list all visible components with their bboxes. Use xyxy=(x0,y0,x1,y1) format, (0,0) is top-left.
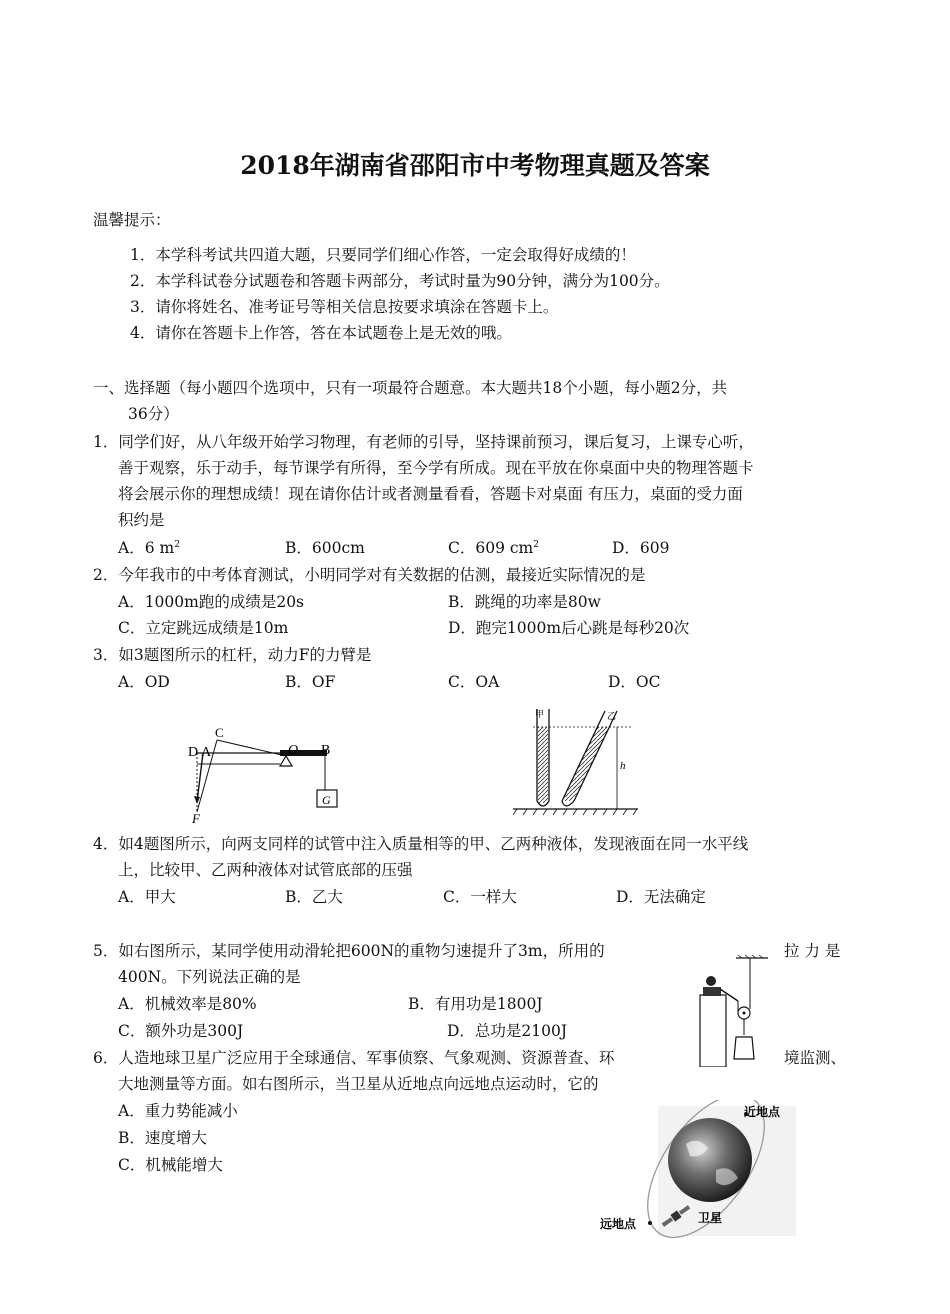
tip-1: 1．本学科考试共四道大题，只要同学们细心作答，一定会取得好成绩的！ xyxy=(130,246,636,264)
far-point-dot xyxy=(648,1221,652,1225)
q2-option-a: A．1000m跑的成绩是20s xyxy=(118,593,305,611)
q4-stem-line1: 4．如4题图所示，向两支同样的试管中注入质量相等的甲、乙两种液体，发现液面在同一水平线 xyxy=(93,835,749,853)
page-title: 2018年湖南省邵阳市中考物理真题及答案 xyxy=(240,151,710,180)
q5-option-b: B．有用功是1800J xyxy=(408,995,543,1013)
q5-stem-line1-end: 拉 力 是 xyxy=(784,942,841,960)
q5-stem-line1: 5．如右图所示，某同学使用动滑轮把600N的重物匀速提升了3m，所用的 xyxy=(93,942,605,960)
ground-hatch xyxy=(513,809,637,815)
tip-4: 4．请你在答题卡上作答，答在本试题卷上是无效的哦。 xyxy=(130,324,512,342)
label-g: G xyxy=(322,793,331,807)
q1-stem-line4: 积约是 xyxy=(118,511,165,529)
tip-3: 3．请你将姓名、准考证号等相关信息按要求填涂在答题卡上。 xyxy=(130,298,559,316)
label-b: B xyxy=(321,743,331,758)
label-o: O xyxy=(288,743,299,758)
label-f: F xyxy=(192,811,200,825)
q2-stem: 2．今年我市的中考体育测试，小明同学对有关数据的估测，最接近实际情况的是 xyxy=(93,566,646,584)
label-h: h xyxy=(620,760,626,772)
lever-figure xyxy=(180,720,360,825)
q1-stem-line3: 将会展示你的理想成绩！现在请你估计或者测量看看，答题卡对桌面 有压力，桌面的受力面 xyxy=(118,485,743,503)
tips-header: 温馨提示： xyxy=(93,211,171,229)
label-a: A xyxy=(201,745,212,760)
tip-2: 2．本学科试卷分试题卷和答题卡两部分，考试时量为90分钟，满分为100分。 xyxy=(130,272,670,290)
pulley-figure xyxy=(698,955,776,1067)
liquid-yi xyxy=(563,727,609,801)
person-head-icon xyxy=(706,976,716,986)
section-heading-cont: 36分） xyxy=(128,405,179,423)
q6-option-a: A．重力势能减小 xyxy=(118,1102,238,1120)
label-c: C xyxy=(215,725,224,740)
q1-option-c: C．609 $cm^2$ xyxy=(448,539,539,557)
q6-stem-line1-end: 境监测、 xyxy=(784,1049,847,1067)
q4-stem-line2: 上，比较甲、乙两种液体对试管底部的压强 xyxy=(118,861,413,879)
label-d: D xyxy=(188,745,199,760)
q2-option-b: B．跳绳的功率是80w xyxy=(448,593,601,611)
q2-option-d: D．跑完1000m后心跳是每秒20次 xyxy=(448,619,690,637)
tube-yi-right-wall xyxy=(574,711,617,801)
q3-option-d: D．OC xyxy=(608,673,661,691)
label-yi: 乙 xyxy=(607,712,617,722)
label-jia: 甲 xyxy=(535,710,545,720)
q1-stem-line1: 1．同学们好，从八年级开始学习物理，有老师的引导，坚持课前预习，课后复习，上课专心听， xyxy=(93,433,754,451)
q3-stem: 3．如3题图所示的杠杆，动力F的力臂是 xyxy=(93,646,372,664)
tube-yi-left-wall xyxy=(562,711,605,801)
platform-block xyxy=(700,995,726,1067)
label-near-point: 近地点 xyxy=(744,1105,781,1119)
q4-option-c: C．一样大 xyxy=(443,888,517,906)
satellite-orbit-figure xyxy=(598,1100,798,1238)
liquid-jia xyxy=(538,727,548,803)
q3-option-b: B．OF xyxy=(285,673,336,691)
q5-option-a: A．机械效率是80% xyxy=(118,995,257,1013)
q5-option-d: D．总功是2100J xyxy=(447,1022,568,1040)
q1-option-a: A．6 $m^2$ xyxy=(118,539,180,557)
q3-option-c: C．OA xyxy=(448,673,500,691)
q6-option-b: B．速度增大 xyxy=(118,1129,207,1147)
load-bucket xyxy=(734,1037,754,1059)
q6-stem-line2: 大地测量等方面。如右图所示，当卫星从近地点向远地点运动时，它的 xyxy=(118,1075,599,1093)
q1-option-d: D．609 xyxy=(612,539,670,557)
person-body xyxy=(703,987,721,996)
q4-option-a: A．甲大 xyxy=(118,888,176,906)
label-far-point: 远地点 xyxy=(600,1217,637,1231)
q5-stem-line2: 400N。下列说法正确的是 xyxy=(118,968,301,986)
q3-option-a: A．OD xyxy=(118,673,170,691)
q1-stem-line2: 善于观察，乐于动手，每节课学有所得，至今学有所成。现在平放在你桌面中央的物理答题卡 xyxy=(118,459,754,477)
test-tube-figure xyxy=(513,705,653,820)
q2-option-c: C．立定跳远成绩是10m xyxy=(118,619,289,637)
tube-yi-bottom xyxy=(562,801,574,806)
section-heading: 一、选择题（每小题四个选项中，只有一项最符合题意。本大题共18个小题，每小题2分，共 xyxy=(93,379,728,397)
q6-option-c: C．机械能增大 xyxy=(118,1156,223,1174)
q5-option-c: C．额外功是300J xyxy=(118,1022,244,1040)
q1-option-b: B．600cm xyxy=(285,539,365,557)
q4-option-b: B．乙大 xyxy=(285,888,343,906)
earth-icon xyxy=(668,1118,752,1202)
q4-option-d: D．无法确定 xyxy=(616,888,706,906)
q6-stem-line1: 6．人造地球卫星广泛应用于全球通信、军事侦察、气象观测、资源普查、环 xyxy=(93,1049,615,1067)
label-satellite: 卫星 xyxy=(698,1211,723,1225)
